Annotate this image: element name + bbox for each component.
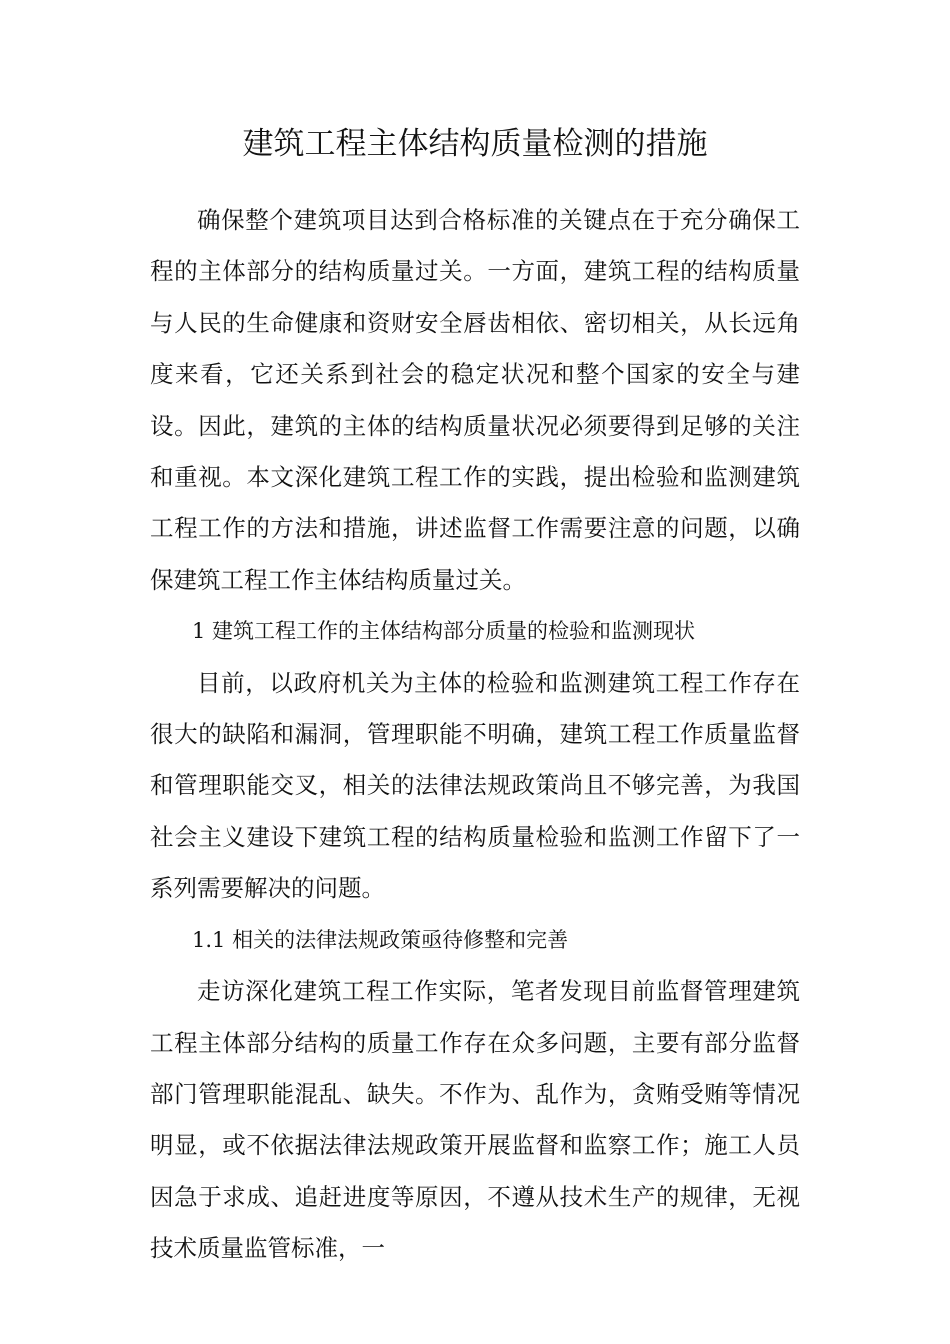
section-heading-1: 1 建筑工程工作的主体结构部分质量的检验和监测现状 <box>192 619 696 644</box>
paragraph-intro: 确保整个建筑项目达到合格标准的关键点在于充分确保工程的主体部分的结构质量过关。一方面，建筑工程的结构质量与人民的生命健康和资财安全唇齿相依、密切相关，从长远角度来看，它还关系到社会的稳定状况和整个国家的安全与建设。因此，建筑的主体的结构质量状况必须要得到足够的关注和重视。本文深化建筑工程工作的实践，提出检验和监测建筑工程工作的方法和措施，讲述监督工作需要注意的问题，以确保建筑工程工作主体结构质量过关。 <box>150 206 800 594</box>
document-title: 建筑工程主体结构质量检测的措施 <box>242 126 708 162</box>
paragraph-section-1-1: 走访深化建筑工程工作实际，笔者发现目前监督管理建筑工程主体部分结构的质量工作存在众多问题，主要有部分监督部门管理职能混乱、缺失。不作为、乱作为，贪贿受贿等情况明显，或不依据法律法规政策开展监督和监察工作；施工人员因急于求成、追赶进度等原因，不遵从技术生产的规律，无视技术质量监管标准，一 <box>150 977 800 1263</box>
section-heading-1-1: 1.1 相关的法律法规政策亟待修整和完善 <box>192 927 569 952</box>
paragraph-section-1: 目前，以政府机关为主体的检验和监测建筑工程工作存在很大的缺陷和漏洞，管理职能不明确，建筑工程工作质量监督和管理职能交叉，相关的法律法规政策尚且不够完善，为我国社会主义建设下建筑工程的结构质量检验和监测工作留下了一系列需要解决的问题。 <box>150 668 800 903</box>
document-body <box>150 195 800 1275</box>
